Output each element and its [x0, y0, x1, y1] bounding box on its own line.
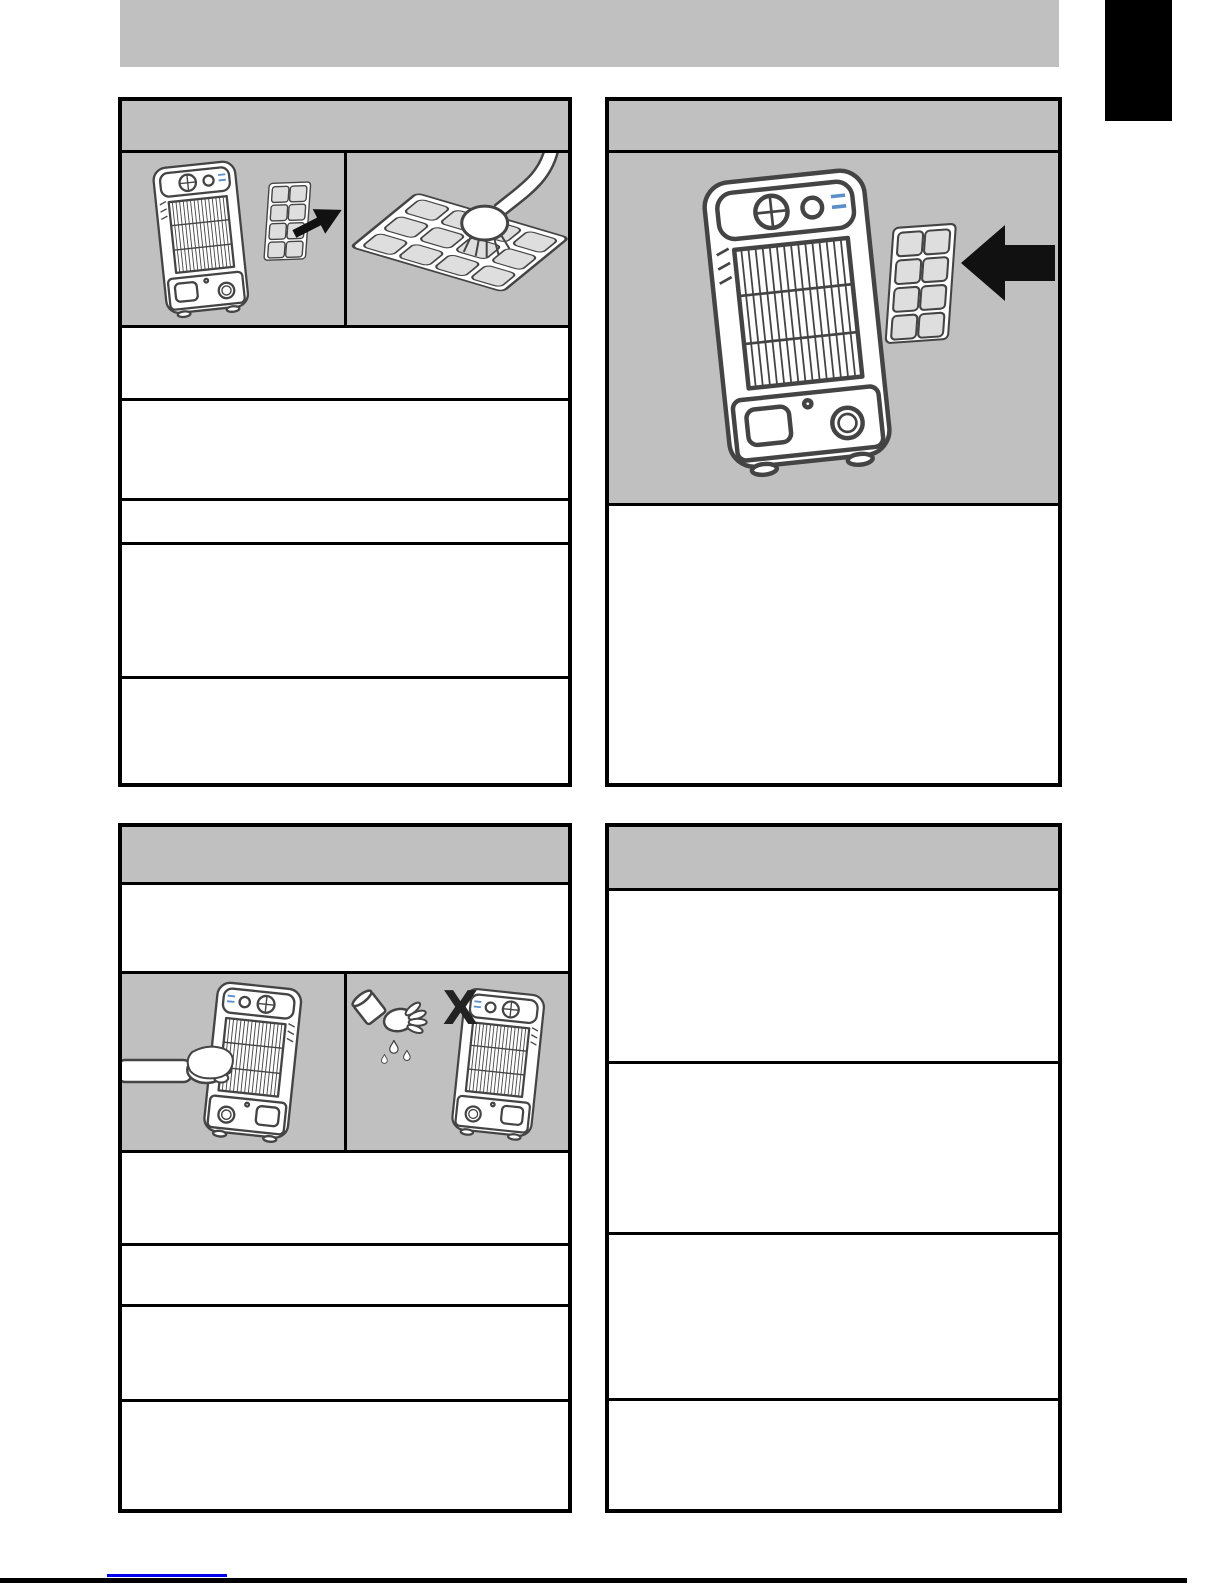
illustration-vacuum-filter [344, 153, 569, 325]
filter-icon [886, 224, 956, 344]
panel-row [122, 1307, 568, 1402]
panel-row [609, 891, 1058, 1064]
dehumidifier-icon [702, 168, 893, 478]
water-droplet-icon [381, 1040, 410, 1063]
illustration-filter-install [609, 153, 1058, 506]
filter-flat-icon [350, 193, 568, 292]
panel-row [609, 1401, 1058, 1509]
hand-cloth-icon [122, 1047, 233, 1083]
panel-row [122, 679, 568, 783]
dehumidifier-icon [152, 161, 249, 319]
illustration-row [122, 974, 568, 1153]
panel-row [122, 401, 568, 501]
illustration-row [122, 153, 568, 328]
cup-icon [350, 988, 386, 1025]
panel-notes [605, 823, 1062, 1513]
panel-row [122, 1153, 568, 1246]
filter-icon [264, 182, 311, 260]
panel-title-bar [609, 827, 1058, 891]
panel-filter-install [605, 97, 1062, 787]
panel-title-bar [122, 101, 568, 153]
panel-row [122, 1402, 568, 1509]
panel-row [122, 1246, 568, 1307]
panel-row [609, 1064, 1058, 1235]
illustration-wipe-cloth [122, 974, 344, 1150]
panel-row [122, 501, 568, 545]
illustration-no-splash [344, 974, 569, 1150]
panel-intro-row [122, 885, 568, 974]
illustration-filter-removal [122, 153, 344, 325]
footer-link[interactable] [107, 1574, 227, 1577]
top-header-bar [120, 0, 1059, 67]
panel-filter-cleaning [118, 97, 572, 787]
panel-row [122, 328, 568, 401]
panel-body [609, 506, 1058, 783]
panel-title-bar [609, 101, 1058, 153]
panel-unit-cleaning [118, 823, 572, 1513]
x-mark: X [442, 981, 478, 1036]
panel-row [122, 545, 568, 679]
panel-row [609, 1235, 1058, 1401]
hand-splash-icon [381, 999, 430, 1041]
arrow-left-icon [961, 225, 1055, 301]
page-corner-marker [1105, 0, 1172, 121]
footer-rule [0, 1578, 1187, 1583]
panel-title-bar [122, 827, 568, 885]
